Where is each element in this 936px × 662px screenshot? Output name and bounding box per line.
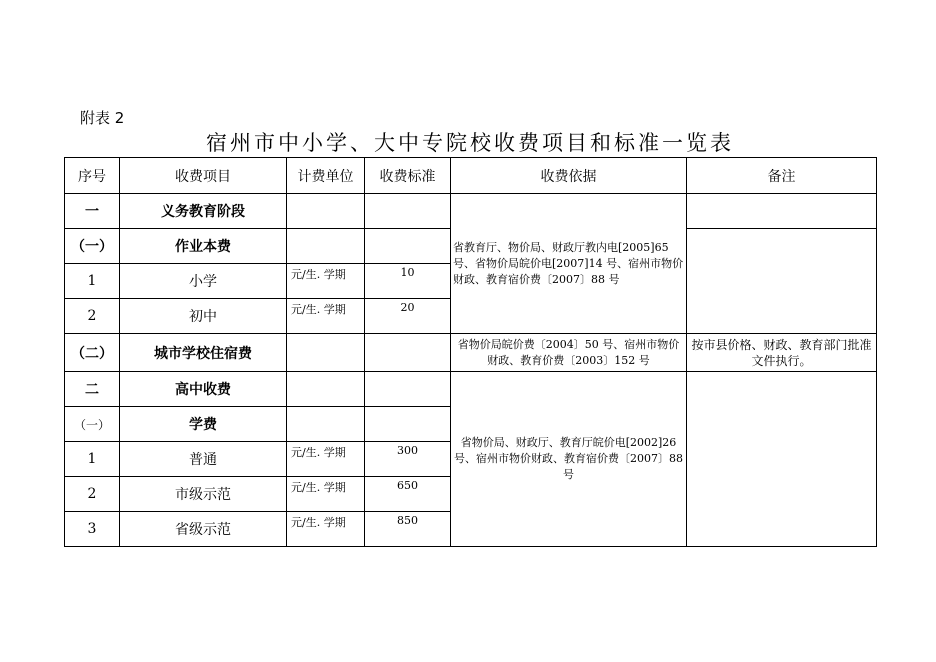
standard-cell: 300	[365, 442, 451, 477]
unit-cell	[287, 407, 365, 442]
row-number: （二）	[65, 334, 120, 372]
header-cell: 收费标准	[365, 158, 451, 194]
fee-table	[64, 157, 877, 547]
unit-cell	[287, 194, 365, 229]
standard-cell	[365, 229, 451, 264]
standard-cell: 10	[365, 264, 451, 299]
unit-cell: 元/生. 学期	[287, 299, 365, 334]
row-number: 3	[65, 512, 120, 547]
header-cell: 收费依据	[451, 158, 687, 194]
fee-item: 市级示范	[120, 477, 287, 512]
unit-cell	[287, 372, 365, 407]
remark-cell	[687, 372, 877, 547]
standard-cell	[365, 372, 451, 407]
row-number: 1	[65, 442, 120, 477]
standard-cell: 20	[365, 299, 451, 334]
row-number: 2	[65, 477, 120, 512]
header-cell: 计费单位	[287, 158, 365, 194]
fee-basis: 省教育厅、物价局、财政厅教内电[2005]65 号、省物价局皖价电[2007]14 号、宿州市物价财政、教育宿价费〔2007〕88 号	[451, 194, 687, 334]
table-row	[65, 334, 877, 372]
table-row	[65, 372, 877, 407]
header-cell: 收费项目	[120, 158, 287, 194]
fee-basis: 省物价局、财政厅、教育厅皖价电[2002]26 号、宿州市物价财政、教育宿价费〔2007〕88 号	[451, 372, 687, 547]
row-number: （一）	[65, 407, 120, 442]
fee-item: 学费	[120, 407, 287, 442]
annex-label: 附表 2	[80, 109, 125, 127]
fee-item: 高中收费	[120, 372, 287, 407]
header-cell: 备注	[687, 158, 877, 194]
standard-cell	[365, 194, 451, 229]
unit-cell: 元/生. 学期	[287, 264, 365, 299]
fee-item: 作业本费	[120, 229, 287, 264]
header-cell: 序号	[65, 158, 120, 194]
standard-cell	[365, 334, 451, 372]
standard-cell: 650	[365, 477, 451, 512]
fee-item: 义务教育阶段	[120, 194, 287, 229]
fee-item: 城市学校住宿费	[120, 334, 287, 372]
table-row	[65, 194, 877, 229]
standard-cell	[365, 407, 451, 442]
unit-cell	[287, 334, 365, 372]
row-number: 二	[65, 372, 120, 407]
fee-item: 省级示范	[120, 512, 287, 547]
row-number: 2	[65, 299, 120, 334]
remark-cell	[687, 194, 877, 229]
fee-item: 小学	[120, 264, 287, 299]
remark-cell	[687, 229, 877, 334]
remark-cell: 按市县价格、财政、教育部门批准文件执行。	[687, 334, 877, 372]
row-number: （一）	[65, 229, 120, 264]
standard-cell: 850	[365, 512, 451, 547]
page-title: 宿州市中小学、大中专院校收费项目和标准一览表	[206, 131, 734, 155]
row-number: 一	[65, 194, 120, 229]
unit-cell: 元/生. 学期	[287, 477, 365, 512]
unit-cell: 元/生. 学期	[287, 442, 365, 477]
fee-item: 初中	[120, 299, 287, 334]
unit-cell	[287, 229, 365, 264]
fee-basis: 省物价局皖价费〔2004〕50 号、宿州市物价财政、教育价费〔2003〕152 号	[451, 334, 687, 372]
unit-cell: 元/生. 学期	[287, 512, 365, 547]
table-header-row	[65, 158, 877, 194]
fee-item: 普通	[120, 442, 287, 477]
row-number: 1	[65, 264, 120, 299]
